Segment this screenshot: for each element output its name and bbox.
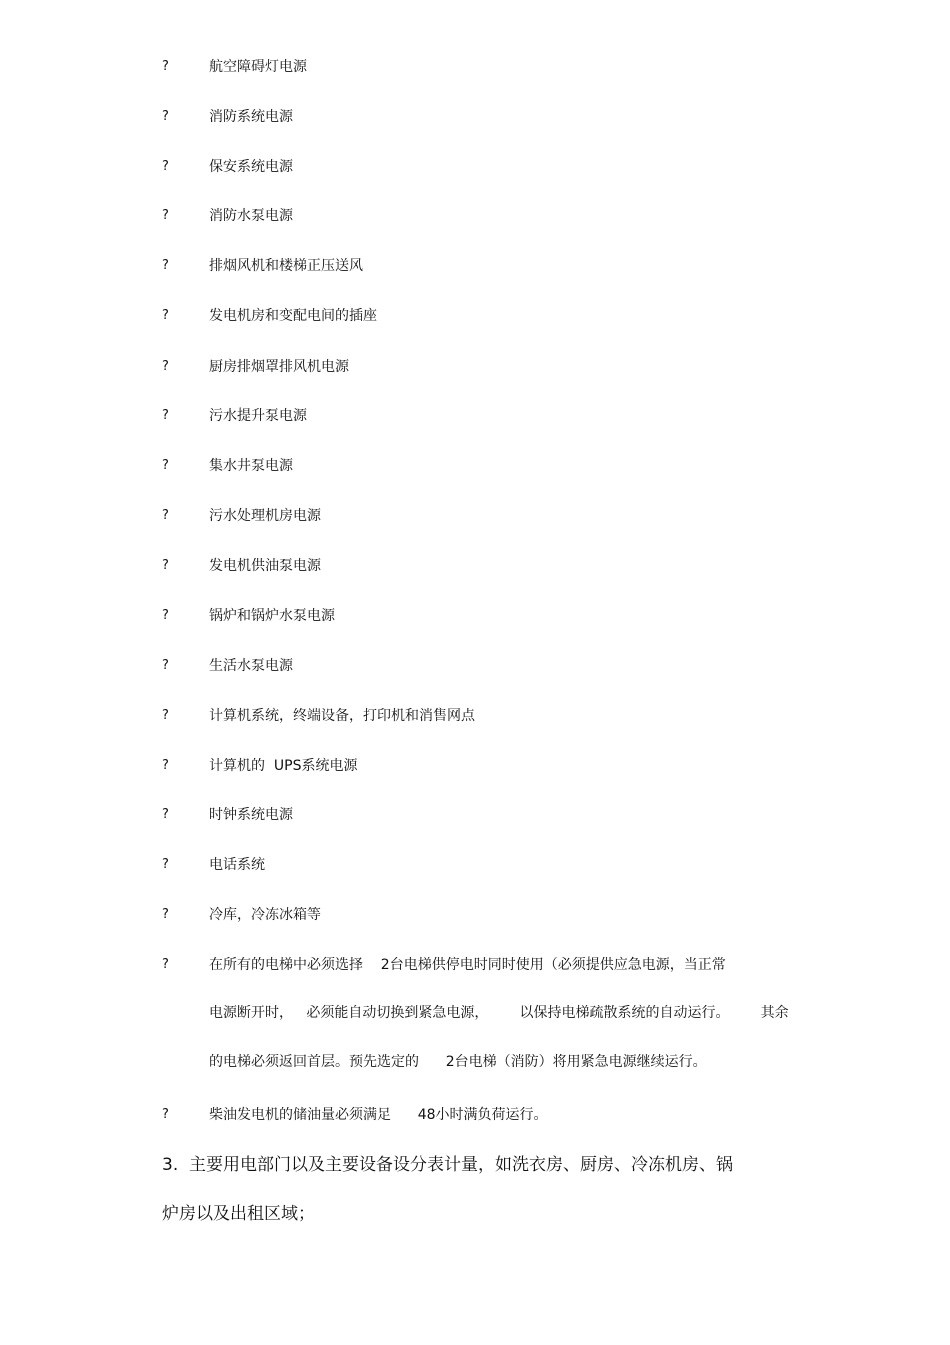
list-item-text: 消防系统电源 <box>209 109 293 125</box>
list-item <box>0 454 950 478</box>
bullet-marker: ? <box>162 109 169 124</box>
list-item <box>0 803 950 827</box>
bullet-marker: ? <box>162 159 169 174</box>
list-item-text: 冷库，冷冻冰箱等 <box>209 907 321 923</box>
list-item-text: 发电机房和变配电间的插座 <box>209 308 377 324</box>
bullet-marker: ? <box>162 758 169 773</box>
bullet-marker: ? <box>162 458 169 473</box>
bullet-marker: ? <box>162 1107 169 1122</box>
list-item <box>0 254 950 278</box>
bullet-marker: ? <box>162 658 169 673</box>
list-item-text: 电话系统 <box>209 857 265 873</box>
list-item-text: 计算机系统，终端设备，打印机和消售网点 <box>209 708 475 724</box>
list-item-text-line-3: 的电梯必须返回首层。预先选定的 2台电梯（消防）将用紧急电源继续运行。 <box>209 1054 707 1070</box>
list-item-text: 锅炉和锅炉水泵电源 <box>209 608 335 624</box>
bullet-marker: ? <box>162 558 169 573</box>
list-item-text-line-1: 在所有的电梯中必须选择 2台电梯供停电时同时使用（必须提供应急电源，当正常 <box>209 957 726 973</box>
list-item <box>0 604 950 628</box>
list-item <box>0 105 950 129</box>
list-item <box>0 355 950 379</box>
list-item-text: 污水提升泵电源 <box>209 408 307 424</box>
bullet-marker: ? <box>162 608 169 623</box>
bullet-marker: ? <box>162 308 169 323</box>
list-item <box>0 404 950 428</box>
bullet-marker: ? <box>162 208 169 223</box>
list-item <box>0 554 950 578</box>
bullet-marker: ? <box>162 907 169 922</box>
list-item <box>0 853 950 877</box>
list-item-text: 柴油发电机的储油量必须满足 48小时满负荷运行。 <box>209 1107 548 1123</box>
list-item-elevator <box>0 953 950 977</box>
list-item <box>0 204 950 228</box>
bullet-marker: ? <box>162 807 169 822</box>
list-item <box>0 304 950 328</box>
bullet-marker: ? <box>162 708 169 723</box>
list-item-elevator-continuation <box>0 1050 950 1074</box>
section-3-line-1: 3. 主要用电部门以及主要设备设分表计量，如洗衣房、厨房、冷冻机房、锅 <box>162 1155 734 1175</box>
bullet-marker: ? <box>162 508 169 523</box>
list-item-text: 厨房排烟罩排风机电源 <box>209 359 349 375</box>
list-item-text: 集水井泵电源 <box>209 458 293 474</box>
bullet-marker: ? <box>162 359 169 374</box>
list-item <box>0 155 950 179</box>
list-item-text: 污水处理机房电源 <box>209 508 321 524</box>
section-3-line-2: 炉房以及出租区域； <box>162 1204 315 1224</box>
list-item <box>0 504 950 528</box>
list-item <box>0 704 950 728</box>
list-item-text: 保安系统电源 <box>209 159 293 175</box>
list-item-diesel <box>0 1103 950 1127</box>
list-item <box>0 754 950 778</box>
list-item-text: 时钟系统电源 <box>209 807 293 823</box>
bullet-marker: ? <box>162 59 169 74</box>
list-item-text: 航空障碍灯电源 <box>209 59 307 75</box>
list-item-text: 消防水泵电源 <box>209 208 293 224</box>
list-item <box>0 55 950 79</box>
list-item-text-line-2: 电源断开时， 必须能自动切换到紧急电源， 以保持电梯疏散系统的自动运行。 其余 <box>209 1005 789 1021</box>
bullet-marker: ? <box>162 957 169 972</box>
list-item-text: 计算机的 UPS系统电源 <box>209 758 358 774</box>
list-item-text: 生活水泵电源 <box>209 658 293 674</box>
bullet-marker: ? <box>162 857 169 872</box>
list-item-text: 排烟风机和楼梯正压送风 <box>209 258 363 274</box>
list-item-text: 发电机供油泵电源 <box>209 558 321 574</box>
list-item <box>0 903 950 927</box>
bullet-marker: ? <box>162 258 169 273</box>
bullet-marker: ? <box>162 408 169 423</box>
list-item <box>0 654 950 678</box>
list-item-elevator-continuation <box>0 1001 950 1025</box>
